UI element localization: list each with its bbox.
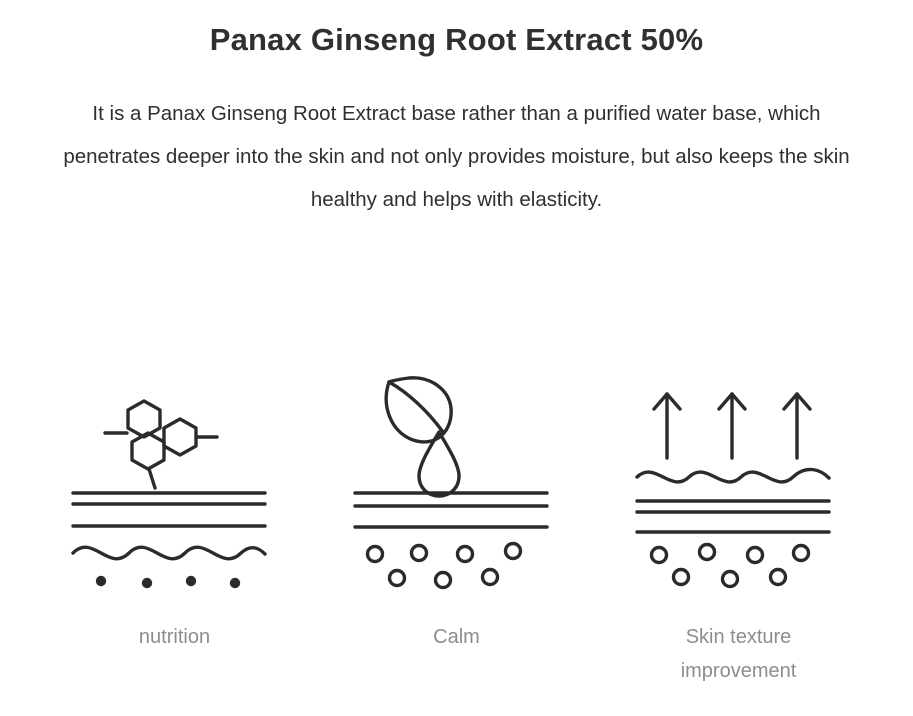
arrows-wave-skin-layers-icon — [629, 370, 849, 610]
leaf-droplet-skin-layers-icon — [347, 370, 567, 610]
benefit-item-calm — [316, 370, 598, 654]
molecule-skin-layers-icon — [65, 370, 285, 610]
benefit-caption: Skin texture improvement — [680, 626, 797, 682]
benefit-caption: Calm — [433, 626, 480, 648]
product-description-page — [0, 10, 913, 716]
benefits-row — [0, 370, 913, 688]
product-description-text: It is a Panax Ginseng Root Extract base rather than a purified water base, which penetrates deeper into the skin and not only provides moisture, but also keeps the skin healthy and helps with elasticity. — [63, 102, 850, 211]
page-title: Panax Ginseng Root Extract 50% — [209, 22, 704, 57]
benefit-caption: nutrition — [138, 626, 211, 648]
benefit-item-nutrition — [34, 370, 316, 654]
benefit-item-skin-texture — [598, 370, 880, 688]
